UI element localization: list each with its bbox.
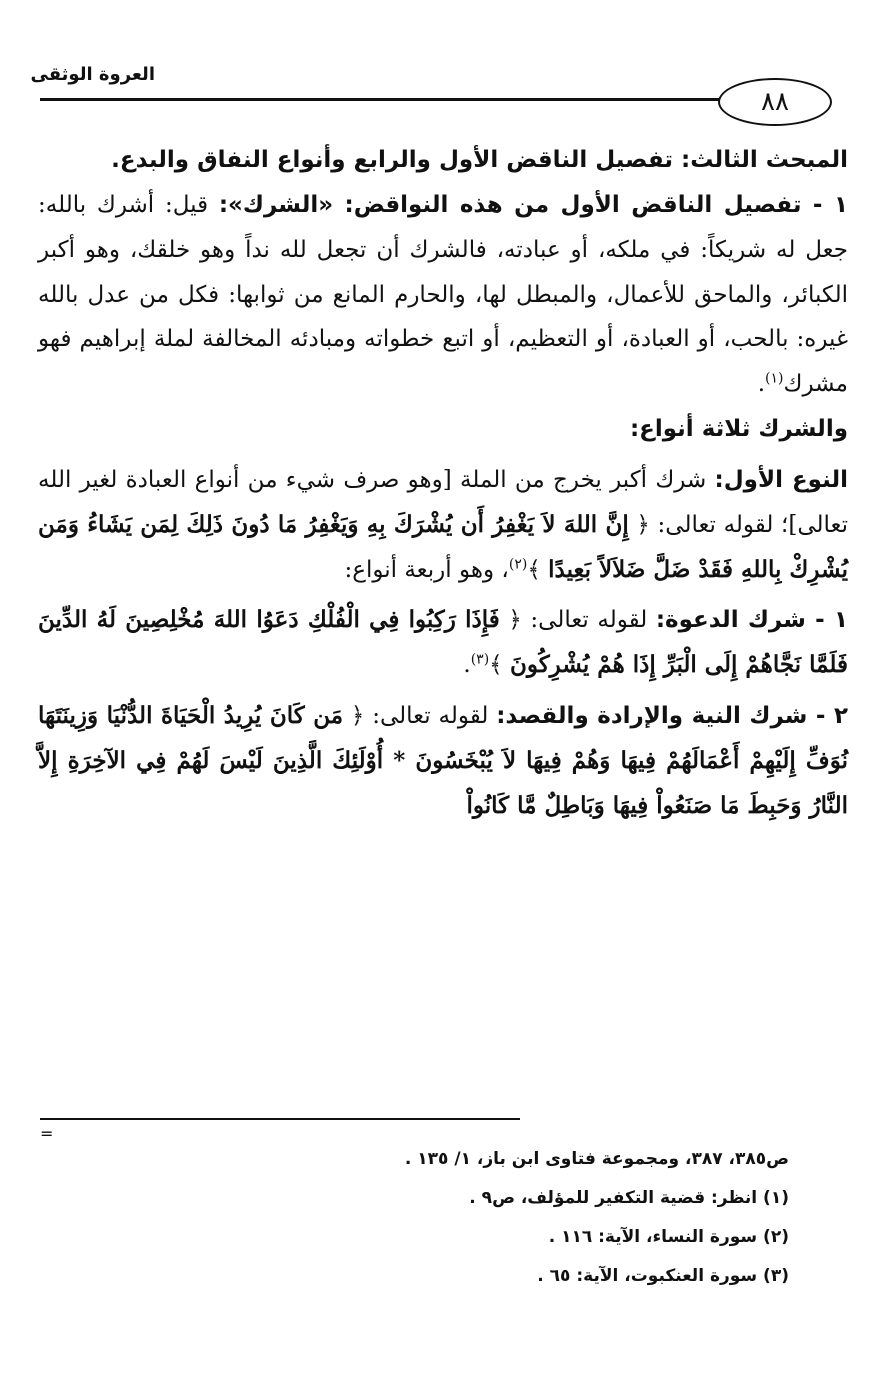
quran-verse: إِنَّ اللهَ لاَ يَغْفِرُ أَن يُشْرَكَ بِهِ وَيَغْفِرُ مَا دُونَ ذَلِكَ لِمَن يَشَاءُ وَمَن يُشْرِكْ بِاللهِ فَقَدْ ضَلَّ ضَلاَلاً بَعِيدًا <box>38 510 848 583</box>
paragraph-text: لقوله تعالى: <box>530 607 648 634</box>
verse-bracket-close: ﴾ <box>527 556 541 583</box>
paragraph-item-one: ١ - شرك الدعوة: لقوله تعالى: ﴿ فَإِذَا رَكِبُوا فِي الْفُلْكِ دَعَوُا اللهَ مُخْلِصِينَ لَهُ الدِّينَ فَلَمَّا نَجَّاهُمْ إِلَى الْبَرِّ إِذَا هُمْ يُشْرِكُونَ ﴾$^{(٣)}$. <box>38 606 848 679</box>
types-heading: والشرك ثلاثة أنواع: <box>629 416 848 443</box>
footnote-2: (٢) سورة النساء، الآية: ١١٦ . <box>548 1227 789 1248</box>
paragraph-text: شرك أكبر يخرج من الملة [وهو صرف شيء من أنواع العبادة لغير الله تعالى]؛ لقوله تعالى: <box>38 466 849 538</box>
paragraph-type-one <box>38 458 848 593</box>
footnote-ref: (٢) <box>508 555 528 572</box>
footnote-1: (١) انظر: قضية التكفير للمؤلف، ص٩ . <box>469 1188 789 1209</box>
running-title: العروة الوثقى <box>30 64 155 85</box>
quran-verse: مَن كَانَ يُرِيدُ الْحَيَاةَ الدُّنْيَا وَزِينَتَهَا نُوَفِّ إِلَيْهِمْ أَعْمَالَهُمْ فِيهَا وَهُمْ فِيهَا لاَ يُبْخَسُونَ * أُوْلَئِكَ الَّذِينَ لَيْسَ لَهُمْ فِي الآخِرَةِ إِلاَّ النَّارُ وَحَبِطَ مَا صَنَعُواْ فِيهَا وَبَاطِلٌ مَّا كَانُواْ <box>38 702 848 819</box>
paragraph-text: قيل: أشرك بالله: جعل له شريكاً: في ملكه، أو عبادته، فالشرك أن تجعل لله نداً وهو خلقك، وهو أكبر الكبائر، والماحق للأعمال، والمبطل لها، والحارم المانع من ثوابها: فكل من عدل بالله غيره: بالحب، أو العبادة، أو التعظيم، أو اتبع خطواته ومبادئه المخالفة لملة إبراهيم فهو مشرك <box>38 191 848 398</box>
footnotes <box>109 1140 789 1296</box>
footnote-ref: (٣) <box>470 651 490 668</box>
verse-bracket-open: ﴿ <box>508 607 522 634</box>
verse-bracket-close: ﴾ <box>489 652 503 679</box>
footnote-rule <box>40 1118 520 1120</box>
footnote-3: (٣) سورة العنكبوت، الآية: ٦٥ . <box>537 1266 789 1287</box>
quran-verse: فَإِذَا رَكِبُوا فِي الْفُلْكِ دَعَوُا اللهَ مُخْلِصِينَ لَهُ الدِّينَ فَلَمَّا نَجَّاهُمْ إِلَى الْبَرِّ إِذَا هُمْ يُشْرِكُونَ <box>38 606 848 679</box>
paragraph-heading: ٢ - شرك النية والإرادة والقصد: <box>496 703 849 730</box>
footnote-continued: ص٣٨٥، ٣٨٧، ومجموعة فتاوى ابن باز، ١/ ١٣٥ . <box>404 1149 789 1169</box>
verse-bracket-open: ﴿ <box>636 511 650 538</box>
paragraph-text: لقوله تعالى: <box>372 703 489 730</box>
paragraph-heading: ١ - شرك الدعوة: <box>655 607 848 634</box>
paragraph-heading: ١ - تفصيل الناقض الأول من هذه النواقض: «الشرك»: <box>218 191 848 218</box>
section-heading: المبحث الثالث: تفصيل الناقض الأول والرابع وأنواع النفاق والبدع. <box>111 147 848 173</box>
paragraph-text: ، وهو أربعة أنواع: <box>344 556 509 583</box>
paragraph-item-two <box>38 694 848 829</box>
header-rule <box>40 98 720 101</box>
footnote-continuation-mark: = <box>40 1124 54 1143</box>
page-number: ٨٨ <box>718 78 832 126</box>
paragraph-first-nullifier: ١ - تفصيل الناقض الأول من هذه النواقض: «الشرك»: قيل: أشرك بالله: جعل له شريكاً: في ملكه، أو عبادته، فالشرك أن تجعل لله نداً وهو خلقك، وهو أكبر الكبائر، والماحق للأعمال، والمبطل لها، والحارم المانع من ثوابها: فكل من عدل بالله غيره: بالحب، أو العبادة، أو التعظيم، أو اتبع خطواته ومبادئه المخالفة لملة إبراهيم فهو مشرك$^{(١)}$. <box>38 191 848 398</box>
verse-bracket-open: ﴿ <box>350 703 365 730</box>
footnote-ref: (١) <box>765 370 784 387</box>
paragraph-heading: النوع الأول: <box>714 466 849 493</box>
main-text <box>38 138 848 829</box>
